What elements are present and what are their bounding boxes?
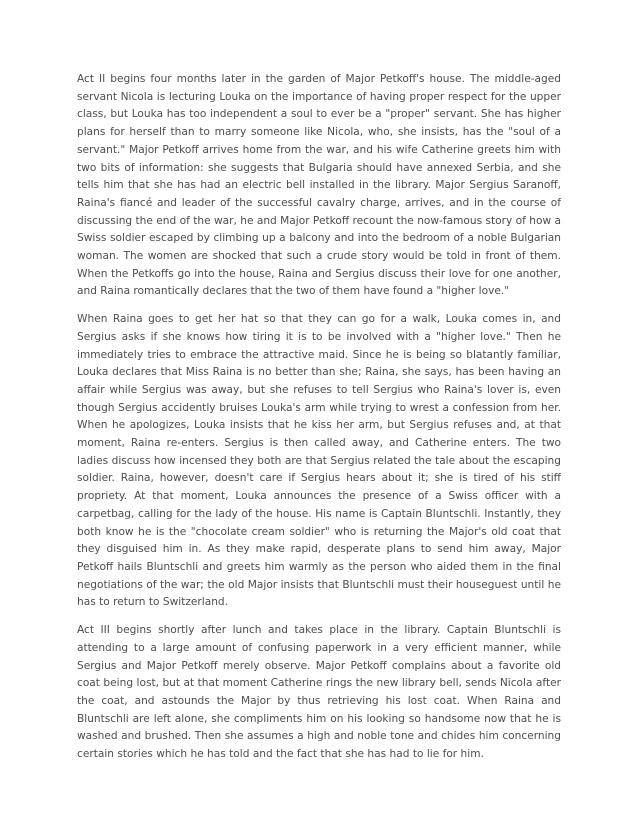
paragraph-act-two-opening: Act II begins four months later in the garden of Major Petkoff's house. The middle-aged servant Nicola is lecturing Louka on the importance of having proper respect for the upper class, but Louka has too independent a soul to ever be a "proper" servant. She has higher plans for herself than to marry someone like Nicola, who, she insists, has the "soul of a servant." Major Petkoff arrives home from the war, and his wife Catherine greets him with two bits of information: she suggests that Bulgaria should have annexed Serbia, and she tells him that she has had an electric bell installed in the library. Major Sergius Saranoff, Raina's fiancé and leader of the successful cavalry charge, arrives, and in the course of discussing the end of the war, he and Major Petkoff recount the now-famous story of how a Swiss soldier escaped by climbing up a balcony and into the bedroom of a noble Bulgarian woman. The women are shocked that such a crude story would be told in front of them. When the Petkoffs go into the house, Raina and Sergius discuss their love for one another, and Raina romantically declares that the two of them have found a "higher love." [77, 73, 561, 298]
document-body [77, 71, 561, 774]
paragraph-act-three-opening: Act III begins shortly after lunch and takes place in the library. Captain Bluntschli is attending to a large amount of confusing paperwork in a very efficient manner, while Sergius and Major Petkoff merely observe. Major Petkoff complains about a favorite old coat being lost, but at that moment Catherine rings the new library bell, sends Nicola after the coat, and astounds the Major by thus retrieving his lost coat. When Raina and Bluntschli are left alone, she compliments him on his looking so handsome now that he is washed and brushed. Then she assumes a high and noble tone and chides him concerning certain stories which he has told and the fact that she has had to lie for him. [77, 624, 561, 761]
paragraph-raina-louka-sergius: When Raina goes to get her hat so that they can go for a walk, Louka comes in, and Sergius asks if she knows how tiring it is to be involved with a "higher love." Then he immediately tries to embrace the attractive maid. Since he is being so blatantly familiar, Louka declares that Miss Raina is no better than she; Raina, she says, has been having an affair while Sergius was away, but she refuses to tell Sergius who Raina's lover is, even though Sergius accidently bruises Louka's arm while trying to wrest a confession from her. When he apologizes, Louka insists that he kiss her arm, but Sergius refuses and, at that moment, Raina re-enters. Sergius is then called away, and Catherine enters. The two ladies discuss how incensed they both are that Sergius related the tale about the escaping soldier. Raina, however, doesn't care if Sergius hears about it; she is tired of his stiff propriety. At that moment, Louka announces the presence of a Swiss officer with a carpetbag, calling for the lady of the house. His name is Captain Bluntschli. Instantly, they both know he is the "chocolate cream soldier" who is returning the Major's old coat that they disguised him in. As they make rapid, desperate plans to send him away, Major Petkoff hails Bluntschli and greets him warmly as the person who aided them in the final negotiations of the war; the old Major insists that Bluntschli must their houseguest until he has to return to Switzerland. [77, 313, 561, 609]
